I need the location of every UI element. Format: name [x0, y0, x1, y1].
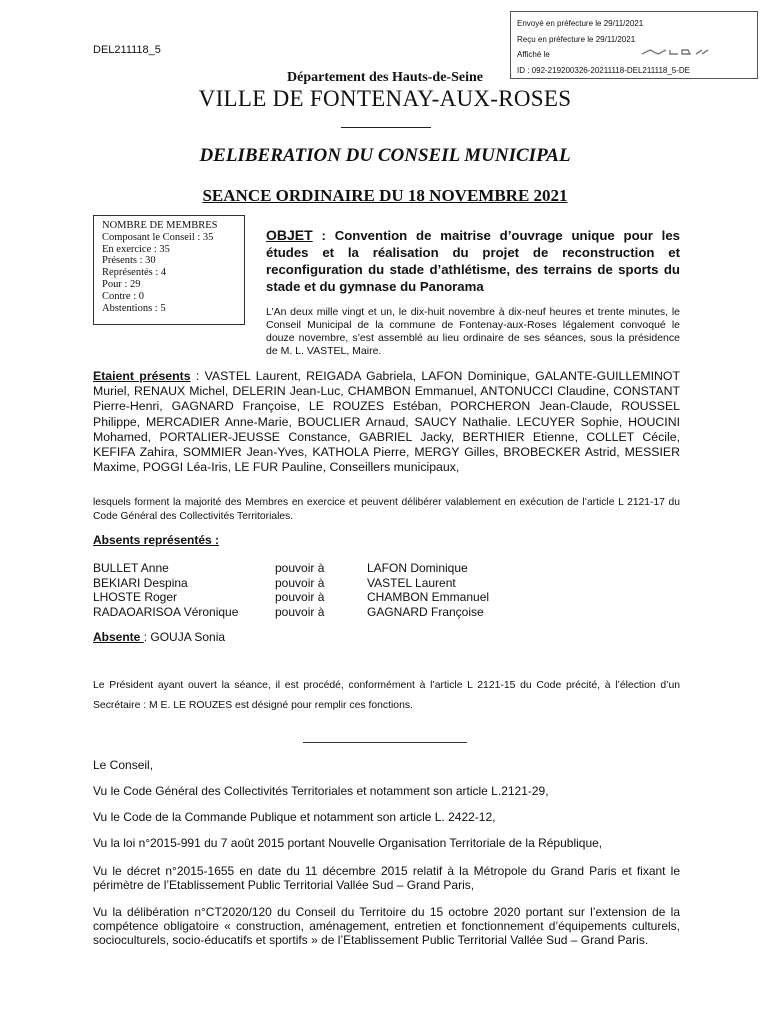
table-row	[93, 576, 489, 591]
objet-text: : Convention de maitrise d’ouvrage unique pour les études et la réalisation du projet de reconstruction et reconfiguration du stade d’athlétisme, des terrains de sports du stade et du gymnase du Panorama	[266, 228, 680, 294]
title-divider	[341, 127, 431, 128]
members-line: Contre : 0	[102, 290, 144, 302]
table-row	[93, 605, 489, 620]
vu-paragraph: Vu le Code de la Commande Publique et notamment son article L. 2422-12,	[93, 810, 496, 824]
stamp-affiche-label: Affiché le	[517, 50, 550, 59]
absent-name: RADAOARISOA Véronique	[93, 604, 239, 619]
seance-text: SEANCE ORDINAIRE DU 18 NOVEMBRE 2021	[202, 186, 568, 205]
conseil-line: Le Conseil,	[93, 758, 154, 772]
presents-text: : VASTEL Laurent, REIGADA Gabriela, LAFON Dominique, GALANTE-GUILLEMINOT Muriel, RENAUX Michel, DELERIN Jean-Luc, CHAMBON Emmanuel, ANTONUCCI Claudine, CONSTANT Pierre-Henri, GAGNARD Françoise, LE ROUZES Estéban, PORCHERON Jean-Claude, ROUSSEL Philippe, MERCADIER Anne-Marie, BOUCLIER Arnaud, SAUCY Nathalie. LECUYER Sophie, HOUCINI Mohamed, PORTALIER-JEUSSE Constance, GABRIEL Jacky, BERTHIER Etienne, COLLET Cécile, KEFIFA Zahira, SOMMIER Jean-Yves, KATHOLA Pierre, MERGY Gilles, BROBECKER Astrid, MESSIER Maxime, POGGI Léa-Iris, LE FUR Pauline, Conseillers municipaux,	[93, 369, 680, 475]
absent-name: LHOSTE Roger	[93, 590, 178, 604]
signature-logo-icon	[640, 47, 710, 57]
presents-paragraph	[93, 369, 680, 475]
members-line: Composant le Conseil : 35	[102, 231, 214, 243]
city-title: VILLE DE FONTENAY-AUX-ROSES	[198, 86, 572, 111]
stamp-recu: Reçu en préfecture le 29/11/2021	[517, 34, 636, 44]
objet-paragraph	[266, 227, 680, 295]
members-box-title: NOMBRE DE MEMBRES	[102, 220, 218, 231]
pouvoir-label: pouvoir à	[275, 604, 325, 619]
pouvoir-label: pouvoir à	[275, 590, 325, 604]
pouvoir-label: pouvoir à	[275, 561, 325, 575]
absents-heading: Absents représentés :	[93, 533, 220, 547]
absente-text: : GOUJA Sonia	[143, 630, 226, 644]
absent-name: BEKIARI Despina	[93, 575, 188, 590]
proxy-holder: GAGNARD Françoise	[367, 604, 484, 619]
stamp-id: ID : 092-219200326-20211118-DEL211118_5-DE	[517, 65, 691, 75]
vu-paragraph: Vu le Code Général des Collectivités Territoriales et notamment son article L.2121-29,	[93, 784, 549, 798]
vu-paragraph: Vu la délibération n°CT2020/120 du Conseil du Territoire du 15 octobre 2020 portant sur l’extension de la compétence obligatoire « construction, aménagement, entretien et fonctionnement d’équipements culturels, socioculturels, socio-éducatifs et sportifs » de l’Etablissement Public Territorial Vallée Sud – Grand Paris.	[93, 905, 680, 947]
absente-label: Absente	[93, 630, 144, 644]
document-reference: DEL211118_5	[93, 44, 161, 56]
presents-label: Etaient présents	[93, 369, 191, 383]
proxy-holder: CHAMBON Emmanuel	[367, 590, 490, 604]
members-line: Représentés : 4	[102, 267, 167, 279]
proxy-holder: LAFON Dominique	[367, 561, 468, 575]
members-line: Présents : 30	[102, 255, 156, 267]
stamp-signature	[640, 47, 710, 63]
department-name: Département des Hauts-de-Seine	[287, 70, 483, 85]
table-row	[93, 590, 489, 605]
members-line: En exercice : 35	[102, 243, 170, 255]
members-count-box	[93, 215, 245, 325]
members-line: Pour : 29	[102, 278, 141, 290]
absente-line	[93, 630, 225, 644]
members-line: Abstentions : 5	[102, 302, 166, 314]
intro-paragraph: L’An deux mille vingt et un, le dix-huit novembre à dix-neuf heures et trente minutes, le Conseil Municipal de la commune de Fontenay-aux-Roses légalement convoqué le douze novembre, s’est assemblé au lieu ordinaire de ses séances, sous la présidence de M. L. VASTEL, Maire.	[266, 306, 680, 357]
prefecture-stamp	[510, 11, 758, 79]
section-divider	[303, 742, 467, 743]
objet-label: OBJET	[266, 227, 313, 243]
pouvoir-label: pouvoir à	[275, 575, 325, 590]
table-row	[93, 561, 489, 576]
vu-paragraph: Vu le décret n°2015-1655 en date du 11 décembre 2015 relatif à la Métropole du Grand Paris et fixant le périmètre de l’Etablissement Public Territorial Vallée Sud – Grand Paris,	[93, 864, 680, 892]
quorum-paragraph: lesquels forment la majorité des Membres en exercice et peuvent délibérer valablement en exécution de l’article L 2121-17 du Code Général des Collectivités Territoriales.	[93, 497, 680, 522]
vu-paragraph: Vu la loi n°2015-991 du 7 août 2015 portant Nouvelle Organisation Territoriale de la République,	[93, 836, 603, 850]
stamp-affiche	[517, 47, 751, 63]
stamp-envoye: Envoyé en préfecture le 29/11/2021	[517, 19, 644, 28]
absent-name: BULLET Anne	[93, 561, 169, 575]
seance-title	[0, 186, 770, 206]
proxy-table	[93, 561, 489, 619]
proxy-holder: VASTEL Laurent	[367, 575, 456, 590]
secretaire-paragraph: Le Président ayant ouvert la séance, il est procédé, conformément à l’article L 2121-15 du Code précité, à l’élection d’un Secrétaire : M E. LE ROUZES est désigné pour remplir ces fonctions.	[93, 680, 680, 711]
deliberation-title: DELIBERATION DU CONSEIL MUNICIPAL	[199, 145, 571, 166]
